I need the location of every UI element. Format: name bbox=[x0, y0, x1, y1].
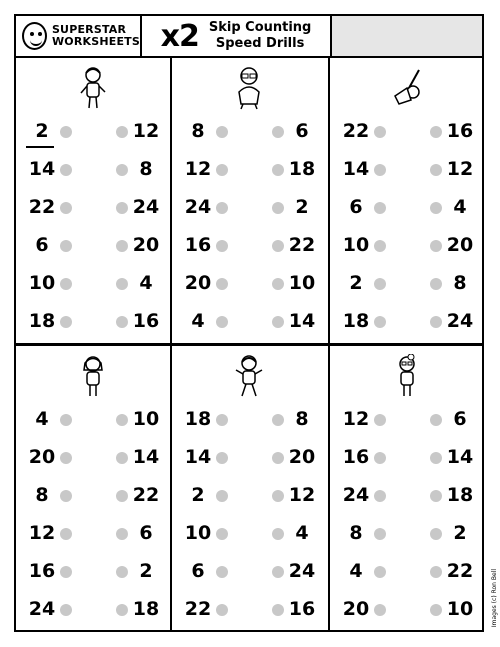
drill-panel-2 bbox=[172, 58, 326, 343]
match-row bbox=[16, 558, 170, 584]
right-match-dot[interactable] bbox=[116, 490, 128, 502]
right-number: 4 bbox=[139, 272, 153, 294]
left-match-dot[interactable] bbox=[60, 164, 72, 176]
match-row bbox=[172, 194, 326, 220]
right-match-dot[interactable] bbox=[272, 240, 284, 252]
title-text bbox=[209, 20, 312, 52]
match-row bbox=[172, 520, 326, 546]
right-match-dot[interactable] bbox=[430, 202, 442, 214]
match-row bbox=[16, 520, 170, 546]
match-row bbox=[16, 156, 170, 182]
match-row bbox=[16, 270, 170, 296]
right-number: 10 bbox=[288, 272, 316, 294]
right-number: 16 bbox=[132, 310, 160, 332]
left-number: 20 bbox=[184, 272, 212, 294]
name-box bbox=[332, 16, 482, 56]
right-match-dot[interactable] bbox=[430, 278, 442, 290]
right-match-dot[interactable] bbox=[116, 566, 128, 578]
left-match-dot[interactable] bbox=[216, 566, 228, 578]
right-number: 8 bbox=[453, 272, 467, 294]
left-match-dot[interactable] bbox=[216, 490, 228, 502]
left-match-dot[interactable] bbox=[216, 604, 228, 616]
right-match-dot[interactable] bbox=[430, 452, 442, 464]
left-number: 8 bbox=[191, 120, 205, 142]
match-row bbox=[330, 194, 484, 220]
match-row bbox=[16, 194, 170, 220]
match-row bbox=[16, 118, 170, 144]
worksheet-header bbox=[14, 14, 484, 58]
match-row bbox=[172, 406, 326, 432]
right-match-dot[interactable] bbox=[430, 164, 442, 176]
left-number: 12 bbox=[184, 158, 212, 180]
logo-line1: SUPERSTAR bbox=[51, 23, 127, 36]
right-number: 8 bbox=[139, 158, 153, 180]
right-match-dot[interactable] bbox=[272, 202, 284, 214]
left-match-dot[interactable] bbox=[60, 604, 72, 616]
match-row bbox=[330, 270, 484, 296]
left-match-dot[interactable] bbox=[374, 278, 386, 290]
left-number: 18 bbox=[342, 310, 370, 332]
waving-kid-figure-icon bbox=[233, 354, 265, 398]
drill-panel-5 bbox=[172, 346, 326, 631]
right-number: 20 bbox=[132, 234, 160, 256]
left-number: 24 bbox=[342, 484, 370, 506]
left-match-dot[interactable] bbox=[374, 240, 386, 252]
right-match-dot[interactable] bbox=[430, 528, 442, 540]
match-row bbox=[330, 482, 484, 508]
right-match-dot[interactable] bbox=[272, 528, 284, 540]
right-match-dot[interactable] bbox=[272, 316, 284, 328]
left-match-dot[interactable] bbox=[374, 202, 386, 214]
right-number: 8 bbox=[295, 408, 309, 430]
left-match-dot[interactable] bbox=[374, 414, 386, 426]
right-match-dot[interactable] bbox=[430, 490, 442, 502]
right-match-dot[interactable] bbox=[272, 414, 284, 426]
left-match-dot[interactable] bbox=[60, 278, 72, 290]
match-row bbox=[172, 232, 326, 258]
right-match-dot[interactable] bbox=[272, 452, 284, 464]
left-match-dot[interactable] bbox=[60, 490, 72, 502]
right-number: 14 bbox=[446, 446, 474, 468]
drill-panel-3 bbox=[330, 58, 484, 343]
left-number: 16 bbox=[342, 446, 370, 468]
left-number: 4 bbox=[191, 310, 205, 332]
right-number: 20 bbox=[288, 446, 316, 468]
left-match-dot[interactable] bbox=[216, 528, 228, 540]
right-number: 18 bbox=[446, 484, 474, 506]
right-number: 4 bbox=[295, 522, 309, 544]
right-number: 14 bbox=[132, 446, 160, 468]
left-number: 2 bbox=[191, 484, 205, 506]
left-match-dot[interactable] bbox=[60, 528, 72, 540]
right-number: 16 bbox=[446, 120, 474, 142]
left-number: 18 bbox=[184, 408, 212, 430]
right-number: 10 bbox=[132, 408, 160, 430]
right-match-dot[interactable] bbox=[116, 528, 128, 540]
match-row bbox=[330, 520, 484, 546]
right-match-dot[interactable] bbox=[116, 316, 128, 328]
right-number: 22 bbox=[288, 234, 316, 256]
right-match-dot[interactable] bbox=[430, 240, 442, 252]
left-number: 12 bbox=[28, 522, 56, 544]
left-number: 10 bbox=[342, 234, 370, 256]
left-number: 12 bbox=[342, 408, 370, 430]
left-number: 6 bbox=[191, 560, 205, 582]
match-row bbox=[172, 558, 326, 584]
left-match-dot[interactable] bbox=[216, 316, 228, 328]
left-number: 24 bbox=[184, 196, 212, 218]
right-match-dot[interactable] bbox=[116, 164, 128, 176]
smiley-star-icon bbox=[22, 22, 47, 50]
drill-panel-4 bbox=[16, 346, 170, 631]
right-number: 24 bbox=[446, 310, 474, 332]
match-row bbox=[172, 444, 326, 470]
left-match-dot[interactable] bbox=[60, 414, 72, 426]
left-match-dot[interactable] bbox=[374, 566, 386, 578]
right-match-dot[interactable] bbox=[430, 566, 442, 578]
match-row bbox=[330, 156, 484, 182]
match-row bbox=[16, 482, 170, 508]
match-row bbox=[330, 308, 484, 334]
match-row bbox=[330, 232, 484, 258]
girl-figure-icon bbox=[77, 66, 109, 110]
match-row bbox=[16, 596, 170, 622]
left-number: 20 bbox=[342, 598, 370, 620]
right-match-dot[interactable] bbox=[116, 604, 128, 616]
example-underline bbox=[26, 146, 54, 148]
match-row bbox=[172, 308, 326, 334]
right-match-dot[interactable] bbox=[116, 414, 128, 426]
right-match-dot[interactable] bbox=[116, 126, 128, 138]
right-number: 12 bbox=[288, 484, 316, 506]
copyright-text: Images (c) Ron Bell bbox=[491, 568, 498, 627]
right-number: 2 bbox=[295, 196, 309, 218]
right-match-dot[interactable] bbox=[430, 604, 442, 616]
right-match-dot[interactable] bbox=[430, 414, 442, 426]
left-number: 24 bbox=[28, 598, 56, 620]
right-number: 22 bbox=[132, 484, 160, 506]
girl-glasses-figure-icon bbox=[391, 354, 423, 398]
left-match-dot[interactable] bbox=[216, 126, 228, 138]
left-match-dot[interactable] bbox=[374, 604, 386, 616]
superstar-logo bbox=[16, 16, 142, 56]
right-match-dot[interactable] bbox=[272, 126, 284, 138]
left-number: 16 bbox=[28, 560, 56, 582]
match-row bbox=[16, 406, 170, 432]
left-number: 22 bbox=[342, 120, 370, 142]
left-match-dot[interactable] bbox=[60, 126, 72, 138]
left-number: 2 bbox=[35, 120, 49, 142]
match-row bbox=[16, 444, 170, 470]
title-line1: Skip Counting bbox=[208, 20, 312, 35]
multiplier-label: x2 bbox=[160, 18, 199, 54]
match-row bbox=[16, 232, 170, 258]
left-number: 22 bbox=[28, 196, 56, 218]
left-number: 22 bbox=[184, 598, 212, 620]
drill-grid bbox=[14, 58, 484, 632]
right-number: 20 bbox=[446, 234, 474, 256]
left-number: 4 bbox=[35, 408, 49, 430]
left-number: 14 bbox=[342, 158, 370, 180]
logo-text bbox=[52, 24, 140, 48]
left-match-dot[interactable] bbox=[374, 316, 386, 328]
right-number: 16 bbox=[288, 598, 316, 620]
match-row bbox=[330, 118, 484, 144]
right-match-dot[interactable] bbox=[430, 316, 442, 328]
left-number: 4 bbox=[349, 560, 363, 582]
right-match-dot[interactable] bbox=[272, 164, 284, 176]
match-row bbox=[330, 444, 484, 470]
left-number: 2 bbox=[349, 272, 363, 294]
right-match-dot[interactable] bbox=[116, 452, 128, 464]
left-number: 18 bbox=[28, 310, 56, 332]
right-match-dot[interactable] bbox=[430, 126, 442, 138]
left-match-dot[interactable] bbox=[60, 240, 72, 252]
match-row bbox=[172, 118, 326, 144]
right-match-dot[interactable] bbox=[116, 240, 128, 252]
left-match-dot[interactable] bbox=[216, 414, 228, 426]
right-number: 12 bbox=[446, 158, 474, 180]
left-match-dot[interactable] bbox=[374, 452, 386, 464]
boy-glasses-figure-icon bbox=[233, 66, 265, 110]
match-row bbox=[330, 406, 484, 432]
girl-hair-figure-icon bbox=[77, 354, 109, 398]
left-match-dot[interactable] bbox=[216, 164, 228, 176]
right-number: 24 bbox=[288, 560, 316, 582]
right-number: 6 bbox=[295, 120, 309, 142]
left-match-dot[interactable] bbox=[216, 240, 228, 252]
logo-line2: WORKSHEETS bbox=[51, 35, 140, 48]
right-number: 6 bbox=[453, 408, 467, 430]
match-row bbox=[172, 596, 326, 622]
drill-panel-6 bbox=[330, 346, 484, 631]
left-number: 8 bbox=[349, 522, 363, 544]
match-row bbox=[172, 270, 326, 296]
left-match-dot[interactable] bbox=[374, 528, 386, 540]
right-number: 4 bbox=[453, 196, 467, 218]
left-match-dot[interactable] bbox=[374, 126, 386, 138]
left-match-dot[interactable] bbox=[60, 452, 72, 464]
match-row bbox=[330, 596, 484, 622]
worksheet-title bbox=[142, 16, 332, 56]
right-number: 6 bbox=[139, 522, 153, 544]
climber-figure-icon bbox=[391, 66, 423, 110]
right-number: 2 bbox=[453, 522, 467, 544]
right-match-dot[interactable] bbox=[272, 278, 284, 290]
left-number: 16 bbox=[184, 234, 212, 256]
left-match-dot[interactable] bbox=[374, 164, 386, 176]
right-match-dot[interactable] bbox=[272, 566, 284, 578]
right-number: 2 bbox=[139, 560, 153, 582]
left-match-dot[interactable] bbox=[216, 202, 228, 214]
left-number: 10 bbox=[184, 522, 212, 544]
right-number: 18 bbox=[132, 598, 160, 620]
right-number: 12 bbox=[132, 120, 160, 142]
title-line2: Speed Drills bbox=[215, 36, 305, 51]
right-match-dot[interactable] bbox=[272, 490, 284, 502]
left-match-dot[interactable] bbox=[60, 316, 72, 328]
right-number: 14 bbox=[288, 310, 316, 332]
right-match-dot[interactable] bbox=[116, 278, 128, 290]
left-number: 10 bbox=[28, 272, 56, 294]
match-row bbox=[172, 156, 326, 182]
right-number: 22 bbox=[446, 560, 474, 582]
right-match-dot[interactable] bbox=[272, 604, 284, 616]
right-match-dot[interactable] bbox=[116, 202, 128, 214]
left-number: 6 bbox=[35, 234, 49, 256]
drill-panel-1 bbox=[16, 58, 170, 343]
left-match-dot[interactable] bbox=[216, 452, 228, 464]
left-number: 6 bbox=[349, 196, 363, 218]
match-row bbox=[16, 308, 170, 334]
left-match-dot[interactable] bbox=[60, 566, 72, 578]
right-number: 10 bbox=[446, 598, 474, 620]
left-number: 14 bbox=[184, 446, 212, 468]
left-number: 8 bbox=[35, 484, 49, 506]
left-match-dot[interactable] bbox=[216, 278, 228, 290]
right-number: 24 bbox=[132, 196, 160, 218]
left-match-dot[interactable] bbox=[374, 490, 386, 502]
left-number: 20 bbox=[28, 446, 56, 468]
match-row bbox=[172, 482, 326, 508]
right-number: 18 bbox=[288, 158, 316, 180]
left-number: 14 bbox=[28, 158, 56, 180]
left-match-dot[interactable] bbox=[60, 202, 72, 214]
match-row bbox=[330, 558, 484, 584]
